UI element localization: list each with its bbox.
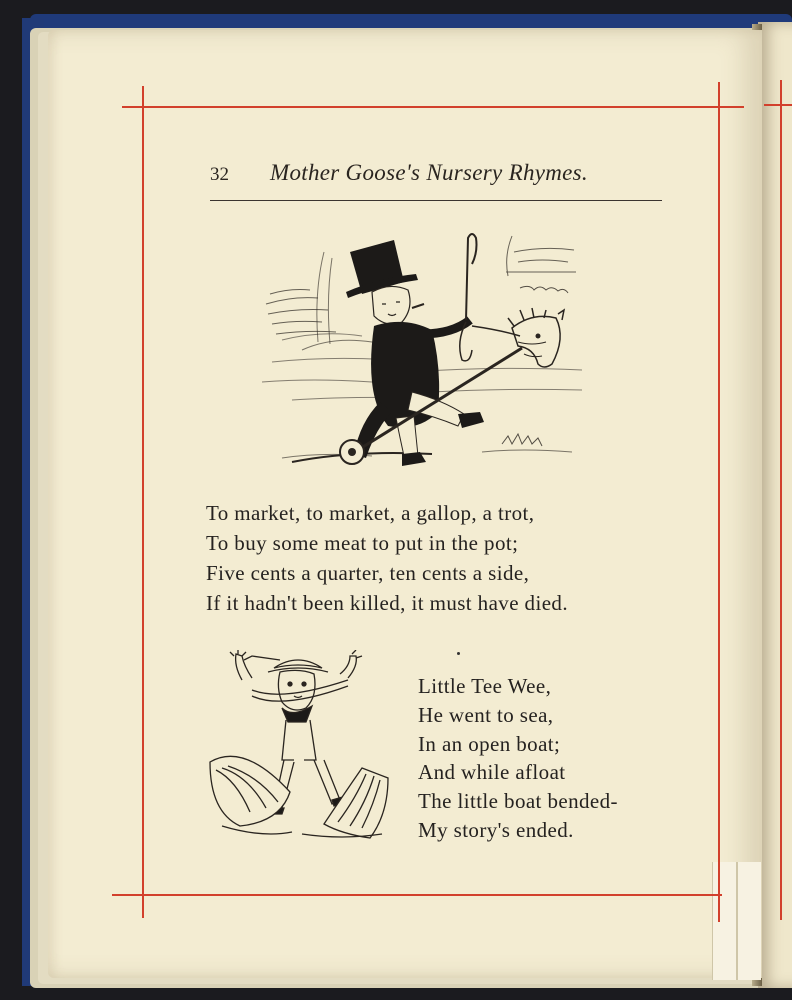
child-in-broken-boat-illustration	[202, 650, 406, 846]
torn-page-crease	[736, 862, 738, 980]
running-title: Mother Goose's Nursery Rhymes.	[270, 160, 588, 185]
rhyme-line: Five cents a quarter, ten cents a side,	[206, 561, 530, 585]
ink-speck	[457, 652, 460, 655]
border-rule-left	[142, 86, 144, 918]
page-number: 32	[210, 164, 229, 185]
rhyme-line: To buy some meat to put in the pot;	[206, 531, 519, 555]
rhyme-to-market	[206, 498, 666, 618]
rhyme-line: The little boat bended-	[418, 789, 618, 814]
rhyme-line: In an open boat;	[418, 731, 561, 756]
rhyme-line: And while afloat	[418, 760, 566, 785]
rhyme-line: If it hadn't been killed, it must have died.	[206, 591, 568, 615]
border-rule-bottom	[112, 894, 722, 896]
border-rule-top	[122, 106, 744, 108]
rhyme-line: My story's ended.	[418, 817, 574, 842]
boy-on-hobby-horse-illustration	[262, 222, 602, 476]
rhyme-line: Little Tee Wee,	[418, 674, 552, 698]
rhyme-line: To market, to market, a gallop, a trot,	[206, 501, 535, 525]
border-rule-right	[718, 82, 720, 922]
facing-page-rule-left	[780, 80, 782, 920]
rhyme-little-tee-wee	[418, 672, 678, 845]
facing-page-edge	[758, 22, 792, 988]
rhyme-line: He went to sea,	[418, 702, 554, 727]
facing-page-rule-top	[764, 104, 792, 106]
running-header	[210, 160, 660, 190]
header-rule	[210, 200, 662, 201]
